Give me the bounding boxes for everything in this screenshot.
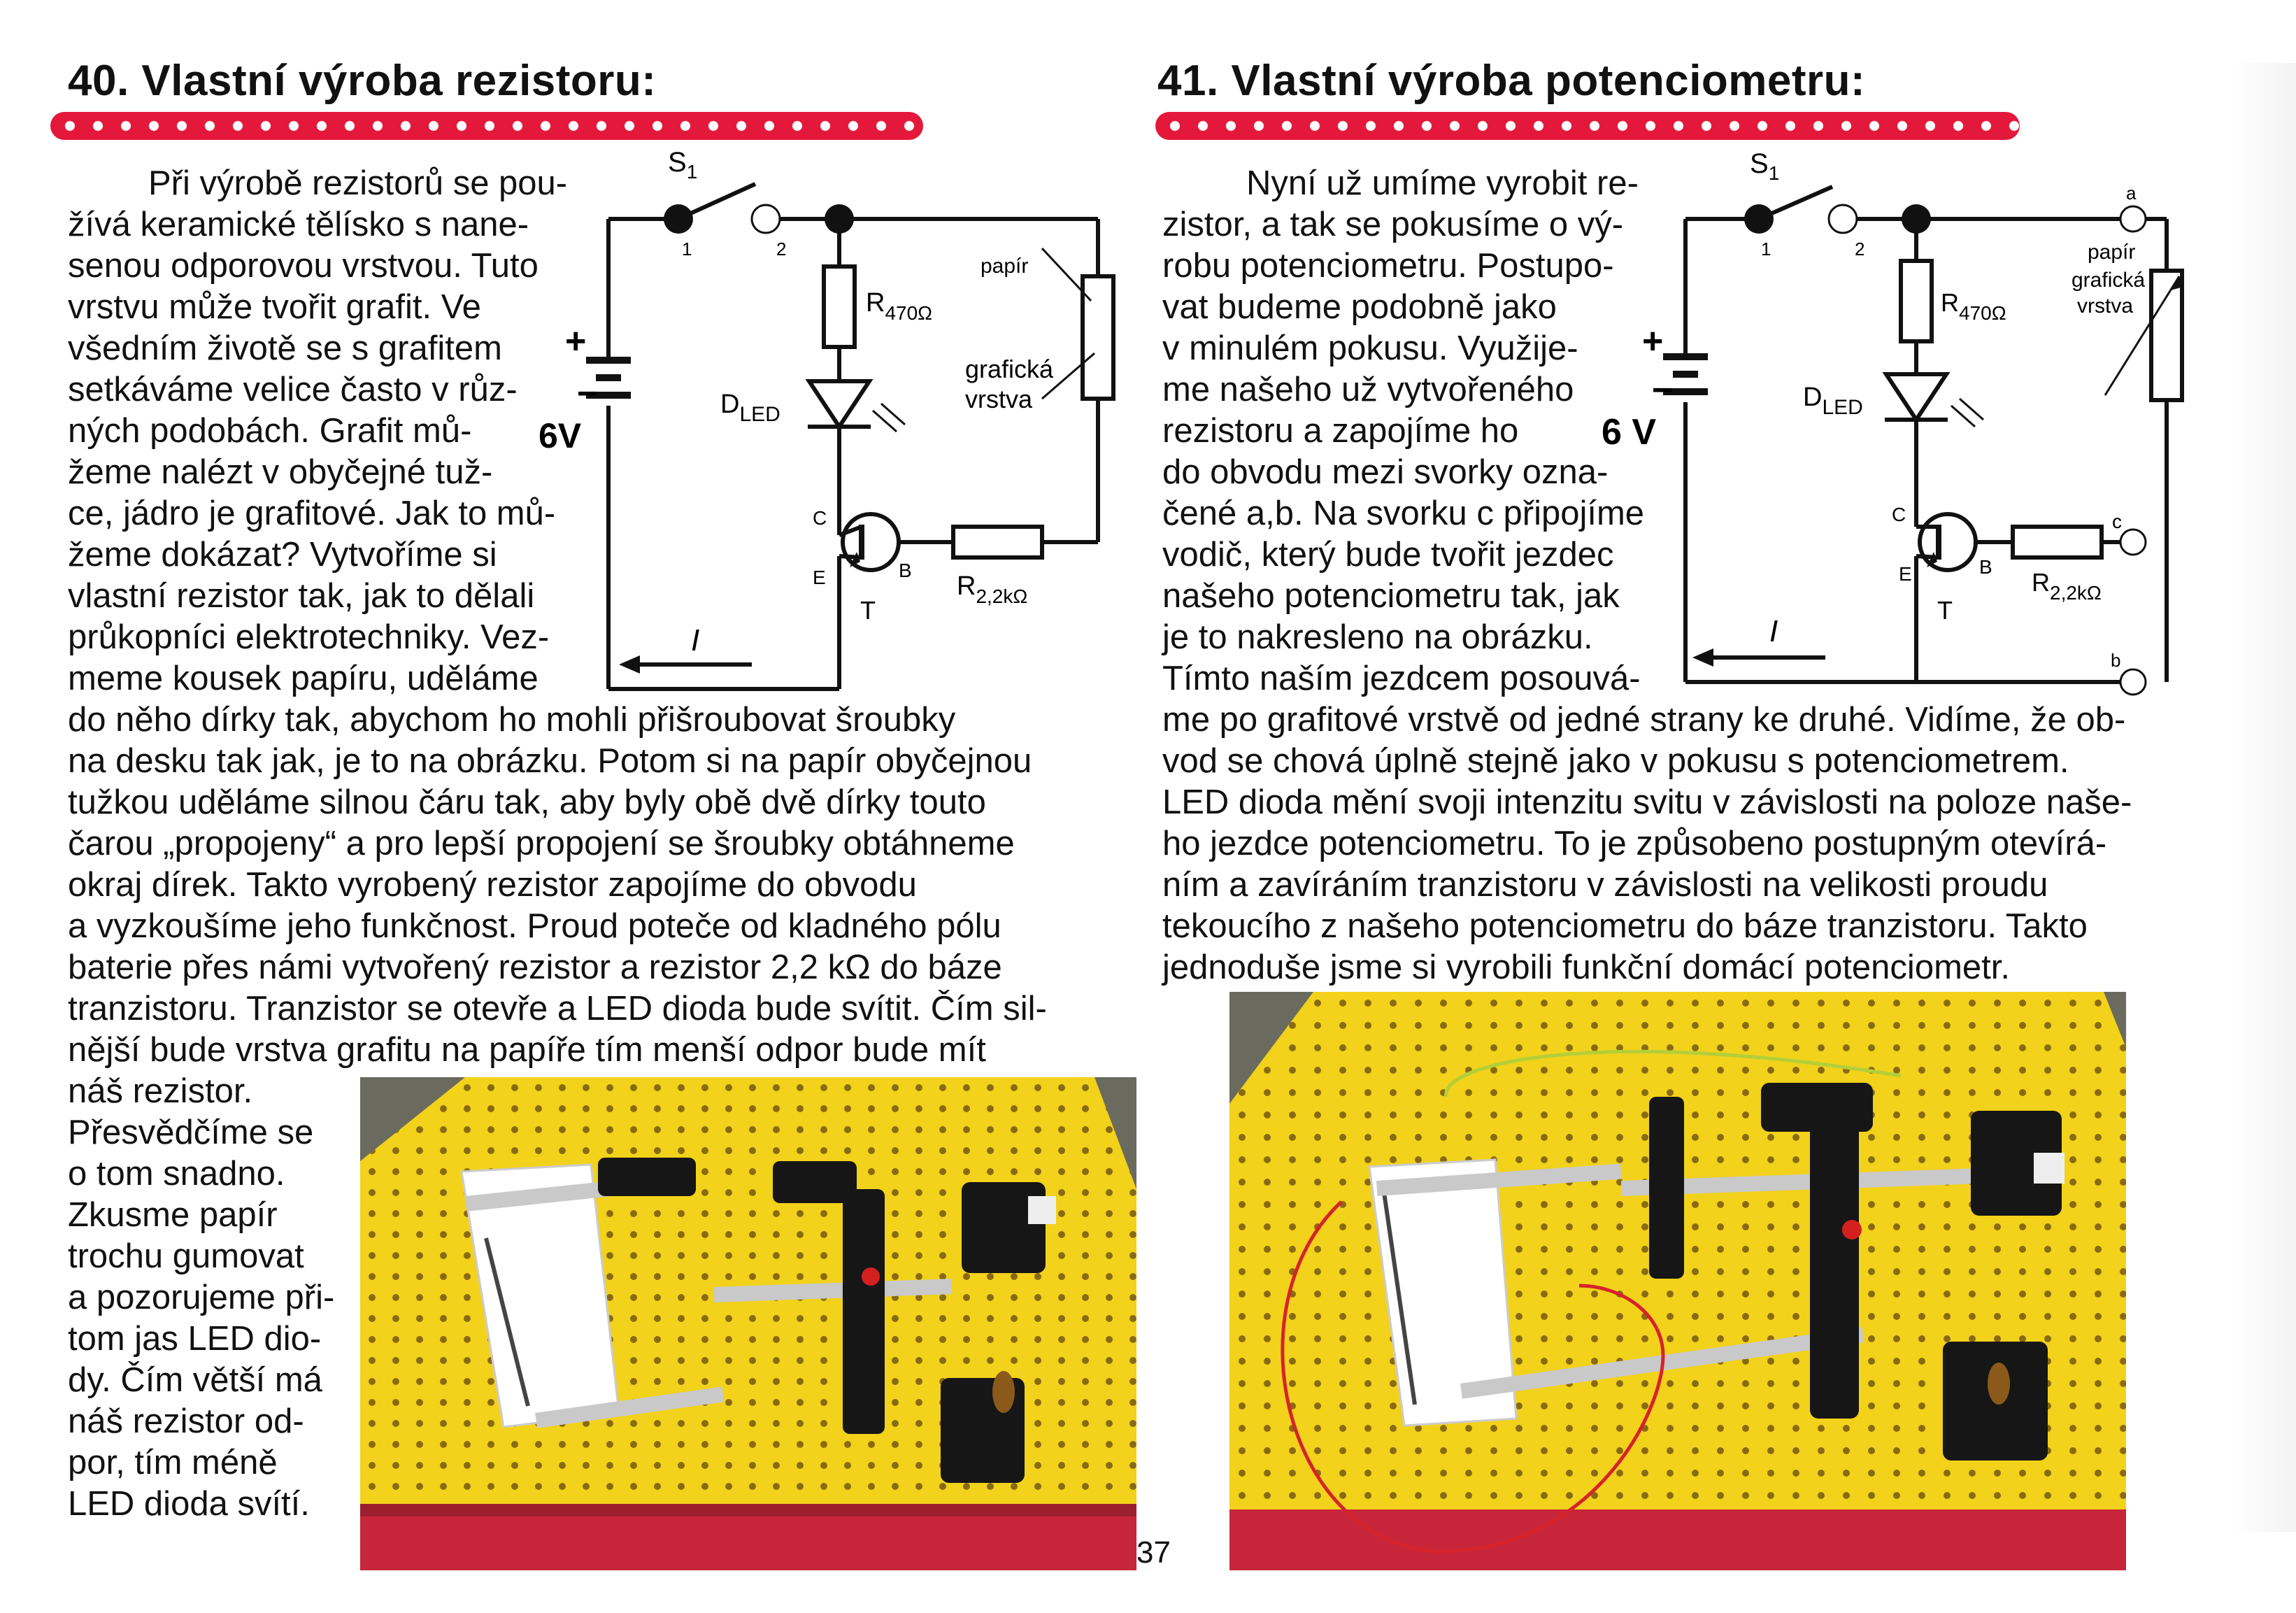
s41-led-label: $D_{LED}$	[1803, 383, 1863, 419]
s41-current-label: I	[1769, 614, 1778, 648]
s40-line: dy. Čím větší má	[68, 1361, 322, 1399]
s40-graphic-label-2: vrstva	[965, 385, 1033, 413]
s41-term-a: a	[2126, 183, 2137, 204]
s41-line: rezistoru a zapojíme ho	[1162, 412, 1519, 450]
s40-line: Při výrobě rezistorů se pou-	[148, 164, 568, 202]
s40-line: do něho dírky tak, abychom ho mohli přišroubovat šroubky	[68, 701, 956, 739]
s41-term-b: b	[2111, 650, 2121, 671]
s40-t-label: T	[860, 596, 876, 625]
s40-line: a pozorujeme při-	[68, 1279, 335, 1316]
circuit-diagram-40	[539, 143, 1168, 710]
s40-minus: −	[577, 374, 599, 414]
s40-line: žívá keramické tělísko s nane-	[68, 206, 529, 243]
s40-line: trochu gumovat	[68, 1237, 304, 1275]
s41-r470-label: $R_{470\Omega}$	[1941, 288, 2006, 324]
s41-paper-label: papír	[2088, 241, 2136, 264]
s41-graphic-label-1: grafická	[2072, 269, 2146, 292]
s40-plus: +	[565, 321, 587, 362]
s40-r470-label: $R_{470\Omega}$	[866, 288, 933, 324]
s40-line: senou odporovou vrstvou. Tuto	[68, 247, 539, 285]
s41-line: vat budeme podobně jako	[1162, 288, 1557, 326]
s40-r22-label: $R_{2,2k\Omega}$	[957, 571, 1028, 607]
s40-line: žeme dokázat? Vytvoříme si	[68, 536, 497, 574]
s41-line: ho jezdce potenciometru. To je způsobeno postupným otevírá-	[1162, 825, 2107, 862]
s40-line: náš rezistor.	[68, 1072, 253, 1110]
s41-line: v minulém pokusu. Využije-	[1162, 329, 1578, 367]
s41-plus: +	[1642, 321, 1664, 362]
s41-line: Tímto naším jezdcem posouvá-	[1162, 660, 1641, 697]
s40-led-label: $D_{LED}$	[720, 390, 780, 426]
s40-line: vrstvu může tvořit grafit. Ve	[68, 288, 481, 326]
s41-line: me po grafitové vrstvě od jedné strany ke druhé. Vidíme, že ob-	[1162, 701, 2126, 739]
s40-line: žeme nalézt v obyčejné tuž-	[68, 453, 493, 491]
s41-t-label: T	[1937, 596, 1953, 625]
s41-e-label: E	[1899, 563, 1912, 585]
s40-line: okraj dírek. Takto vyrobený rezistor zapojíme do obvodu	[68, 866, 917, 904]
s41-line: je to nakresleno na obrázku.	[1162, 618, 1593, 656]
s41-line: Nyní už umíme vyrobit re-	[1246, 164, 1639, 202]
s40-line: setkáváme velice často v růz-	[68, 371, 518, 408]
s40-pin1: 1	[682, 239, 692, 260]
s40-line: ných podobách. Grafit mů-	[68, 412, 472, 450]
s41-pin1: 1	[1761, 239, 1771, 260]
s40-line: por, tím méně	[68, 1444, 278, 1481]
s41-graphic-label-2: vrstva	[2077, 294, 2134, 318]
s40-line: baterie přes námi vytvořený rezistor a rezistor 2,2 kΩ do báze	[68, 948, 1002, 986]
s40-line: LED dioda svítí.	[68, 1485, 310, 1523]
s40-line: tom jas LED dio-	[68, 1320, 322, 1358]
s40-line: náš rezistor od-	[68, 1402, 304, 1440]
s41-line: vod se chová úplně stejně jako v pokusu s potenciometrem.	[1162, 742, 2069, 780]
s40-b-label: B	[899, 560, 912, 581]
s41-line: me našeho už vytvořeného	[1162, 371, 1574, 408]
section-41-divider-strip	[1155, 112, 2020, 140]
s41-line: ním a zavíráním tranzistoru v závislosti na velikosti proudu	[1162, 866, 2048, 904]
s41-line: tekoucího z našeho potenciometru do báze tranzistoru. Takto	[1162, 907, 2088, 945]
s41-voltage: 6 V	[1602, 412, 1657, 453]
s40-line: průkopníci elektrotechniky. Vez-	[68, 618, 550, 656]
section-40-title: 40. Vlastní výroba rezistoru:	[68, 57, 657, 105]
s41-b-label: B	[1979, 556, 1992, 578]
s41-c-label: C	[1892, 504, 1906, 525]
s40-paper-label: papír	[981, 255, 1029, 278]
breadboard-photo-40	[360, 1077, 1136, 1570]
page-number: 37	[1136, 1535, 1171, 1570]
s40-line: nější bude vrstva grafitu na papíře tím menší odpor bude mít	[68, 1031, 986, 1069]
s40-line: tužkou uděláme silnou čáru tak, aby byly obě dvě dírky touto	[68, 783, 986, 821]
s40-line: všedním životě se s grafitem	[68, 329, 502, 367]
s40-switch-label: $S_1$	[668, 147, 698, 183]
s40-line: a vyzkoušíme jeho funkčnost. Proud poteče od kladného pólu	[68, 907, 1001, 945]
s40-e-label: E	[813, 567, 826, 588]
s40-graphic-label-1: grafická	[965, 355, 1054, 383]
circuit-diagram-41	[1602, 143, 2217, 710]
s41-line: čené a,b. Na svorku c připojíme	[1162, 495, 1645, 532]
s40-line: Přesvědčíme se	[68, 1114, 314, 1151]
s41-line: našeho potenciometru tak, jak	[1162, 577, 1620, 615]
s41-line: LED dioda mění svoji intenzitu svitu v závislosti na poloze naše-	[1162, 783, 2132, 821]
s40-voltage: 6V	[539, 416, 582, 455]
s41-line: jednoduše jsme si vyrobili funkční domácí potenciometr.	[1162, 948, 2010, 986]
s41-line: do obvodu mezi svorky ozna-	[1162, 453, 1609, 491]
s41-pin2: 2	[1855, 239, 1865, 260]
s40-line: o tom snadno.	[68, 1155, 285, 1193]
s41-switch-label: $S_1$	[1750, 148, 1780, 184]
s40-line: meme kousek papíru, uděláme	[68, 660, 539, 697]
s40-line: čarou „propojeny“ a pro lepší propojení se šroubky obtáhneme	[68, 825, 1015, 862]
s41-line: robu potenciometru. Postupo-	[1162, 247, 1614, 285]
section-40-divider-strip	[50, 112, 923, 140]
next-page-bleed	[2231, 63, 2296, 1532]
s40-line: vlastní rezistor tak, jak to dělali	[68, 577, 535, 615]
s41-line: vodič, který bude tvořit jezdec	[1162, 536, 1614, 574]
s40-c-label: C	[813, 507, 827, 529]
s40-line: Zkusme papír	[68, 1196, 278, 1234]
s41-minus: −	[1652, 370, 1674, 411]
s41-line: zistor, a tak se pokusíme o vý-	[1162, 206, 1624, 243]
section-41-title: 41. Vlastní výroba potenciometru:	[1157, 57, 1866, 105]
s40-line: ce, jádro je grafitové. Jak to mů-	[68, 495, 556, 532]
s41-term-c: c	[2112, 511, 2122, 532]
s40-line: tranzistoru. Tranzistor se otevře a LED dioda bude svítit. Čím sil-	[68, 990, 1047, 1028]
s41-r22-label: $R_{2,2k\Omega}$	[2032, 568, 2102, 604]
breadboard-photo-41	[1229, 992, 2126, 1570]
s40-line: na desku tak jak, je to na obrázku. Potom si na papír obyčejnou	[68, 742, 1032, 780]
s40-pin2: 2	[776, 239, 787, 260]
s40-current-label: I	[691, 623, 700, 658]
